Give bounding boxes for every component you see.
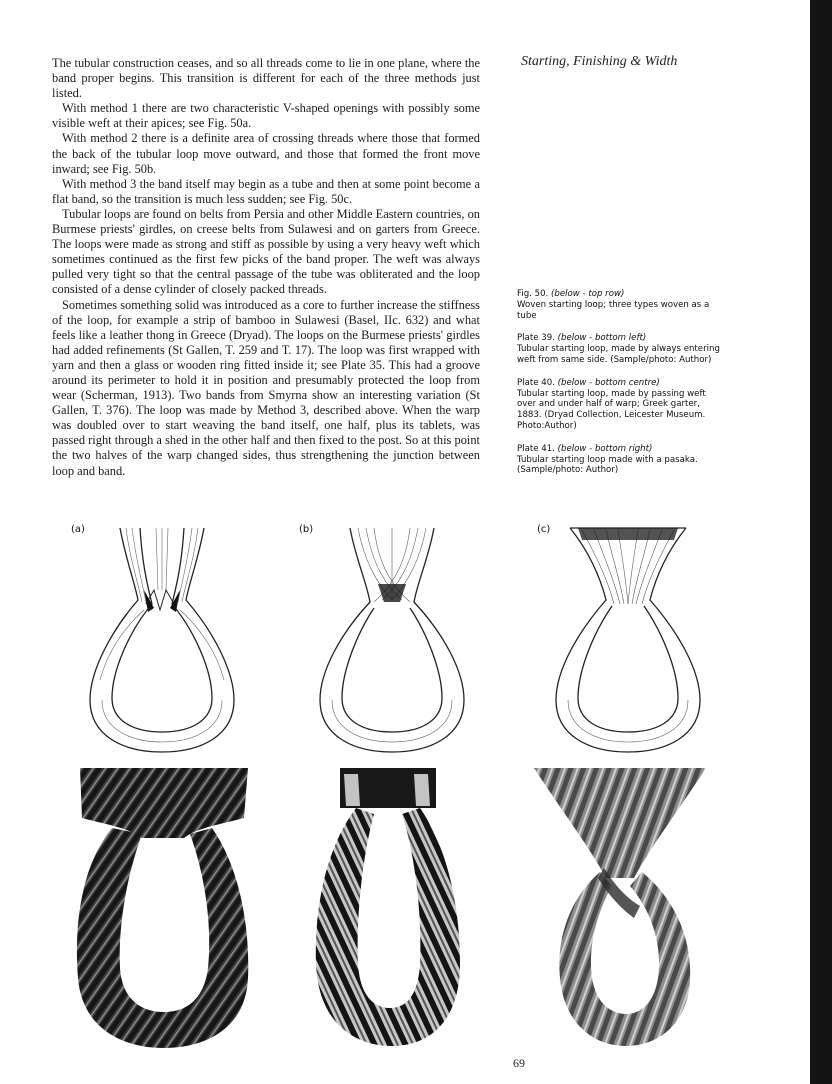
plate-39-photo xyxy=(72,768,254,1050)
paragraph-6: Sometimes something solid was introduced as a core to further increase the stiffness of the loop, for example a strip of bamboo in Sulawesi (Basel, IIc. 632) and what feels like a leather thong in Greece (Dryad). The loops on the Burmese priests' girdles had added refinements (St Gallen, T. 259 and T. 17). The loop was first wrapped with yarn and then a glass or wooden ring fitted inside it; see Plate 35. This had a groove around its perimeter to hold it in position and presumably protected the loop from wear (Scherman, 1913). Two bands from Smyrna show an interesting variation (St Gallen, T. 376). The loop was made by Method 3, described above. When the warp was doubled over to start weaving the band itself, one half, plus its tablets, was passed right through a shed in the other half and then fixed to the post. So at this point the two halves of the warp changed sides, thus strengthening the junction between loop and band. xyxy=(52,297,480,478)
caption-text: Tubular starting loop made with a pasaka. (Sample/photo: Author) xyxy=(517,454,698,476)
loop-diagram-b xyxy=(312,520,472,760)
running-header: Starting, Finishing & Width xyxy=(521,54,678,69)
body-text xyxy=(52,56,480,479)
caption-position: (below - bottom centre) xyxy=(557,377,660,388)
page-edge-shadow xyxy=(810,0,832,1084)
caption-plate-41 xyxy=(517,444,723,476)
caption-position: (below - bottom left) xyxy=(557,333,647,344)
caption-text: Tubular starting loop, made by always entering weft from same side. (Sample/photo: Author) xyxy=(517,344,720,365)
paragraph-4: With method 3 the band itself may begin as a tube and then at some point become a flat band, so the transition is much less sudden; see Fig. 50c. xyxy=(52,176,480,206)
caption-text: Tubular starting loop, made by passing weft over and under half of warp; Greek garter, 1883. (Dryad Collection, Leicester Museum. Photo:Author) xyxy=(517,388,706,431)
caption-text: Woven starting loop; three types woven as a tube xyxy=(517,299,710,321)
caption-position: (below - bottom right) xyxy=(557,443,653,454)
caption-position: (below - top row) xyxy=(551,289,625,299)
plate-41-photo xyxy=(530,768,710,1050)
loop-diagram-a xyxy=(82,520,242,760)
caption-number: Plate 41. xyxy=(517,443,555,454)
caption-plate-40 xyxy=(517,378,723,432)
paragraph-1: The tubular construction ceases, and so all threads come to lie in one plane, where the band proper begins. This transition is different for each of the three methods just listed. xyxy=(52,56,480,101)
paragraph-2: With method 1 there are two characteristic V-shaped openings with possibly some visible weft at their apices; see Fig. 50a. xyxy=(52,101,480,131)
loop-diagram-c xyxy=(548,520,708,760)
figure-captions xyxy=(517,289,723,488)
page-number: 69 xyxy=(513,1056,525,1070)
figure-label-c: (c) xyxy=(537,524,551,535)
caption-number: Plate 39. xyxy=(517,333,555,344)
caption-number: Fig. 50. xyxy=(517,289,549,299)
figure-label-a: (a) xyxy=(71,524,85,535)
caption-fig-50 xyxy=(517,289,723,321)
figure-label-b: (b) xyxy=(299,524,314,535)
paragraph-3: With method 2 there is a definite area of crossing threads where those that formed the back of the tubular loop move outward, and those that formed the front move inward; see Fig. 50b. xyxy=(52,131,480,176)
plate-40-photo xyxy=(304,768,472,1050)
caption-plate-39 xyxy=(517,333,723,365)
paragraph-5: Tubular loops are found on belts from Persia and other Middle Eastern countries, on Burmese priests' girdles, on creese belts from Sulawesi and on garters from Greece. The loops were made as strong and stiff as possible by using a very heavy weft which sometimes continued as the first few picks of the band proper. The weft was always pulled very tight so that the central passage of the tube was obliterated and the loop consisted of a dense cylinder of closely packed threads. xyxy=(52,206,480,297)
caption-number: Plate 40. xyxy=(517,377,555,388)
